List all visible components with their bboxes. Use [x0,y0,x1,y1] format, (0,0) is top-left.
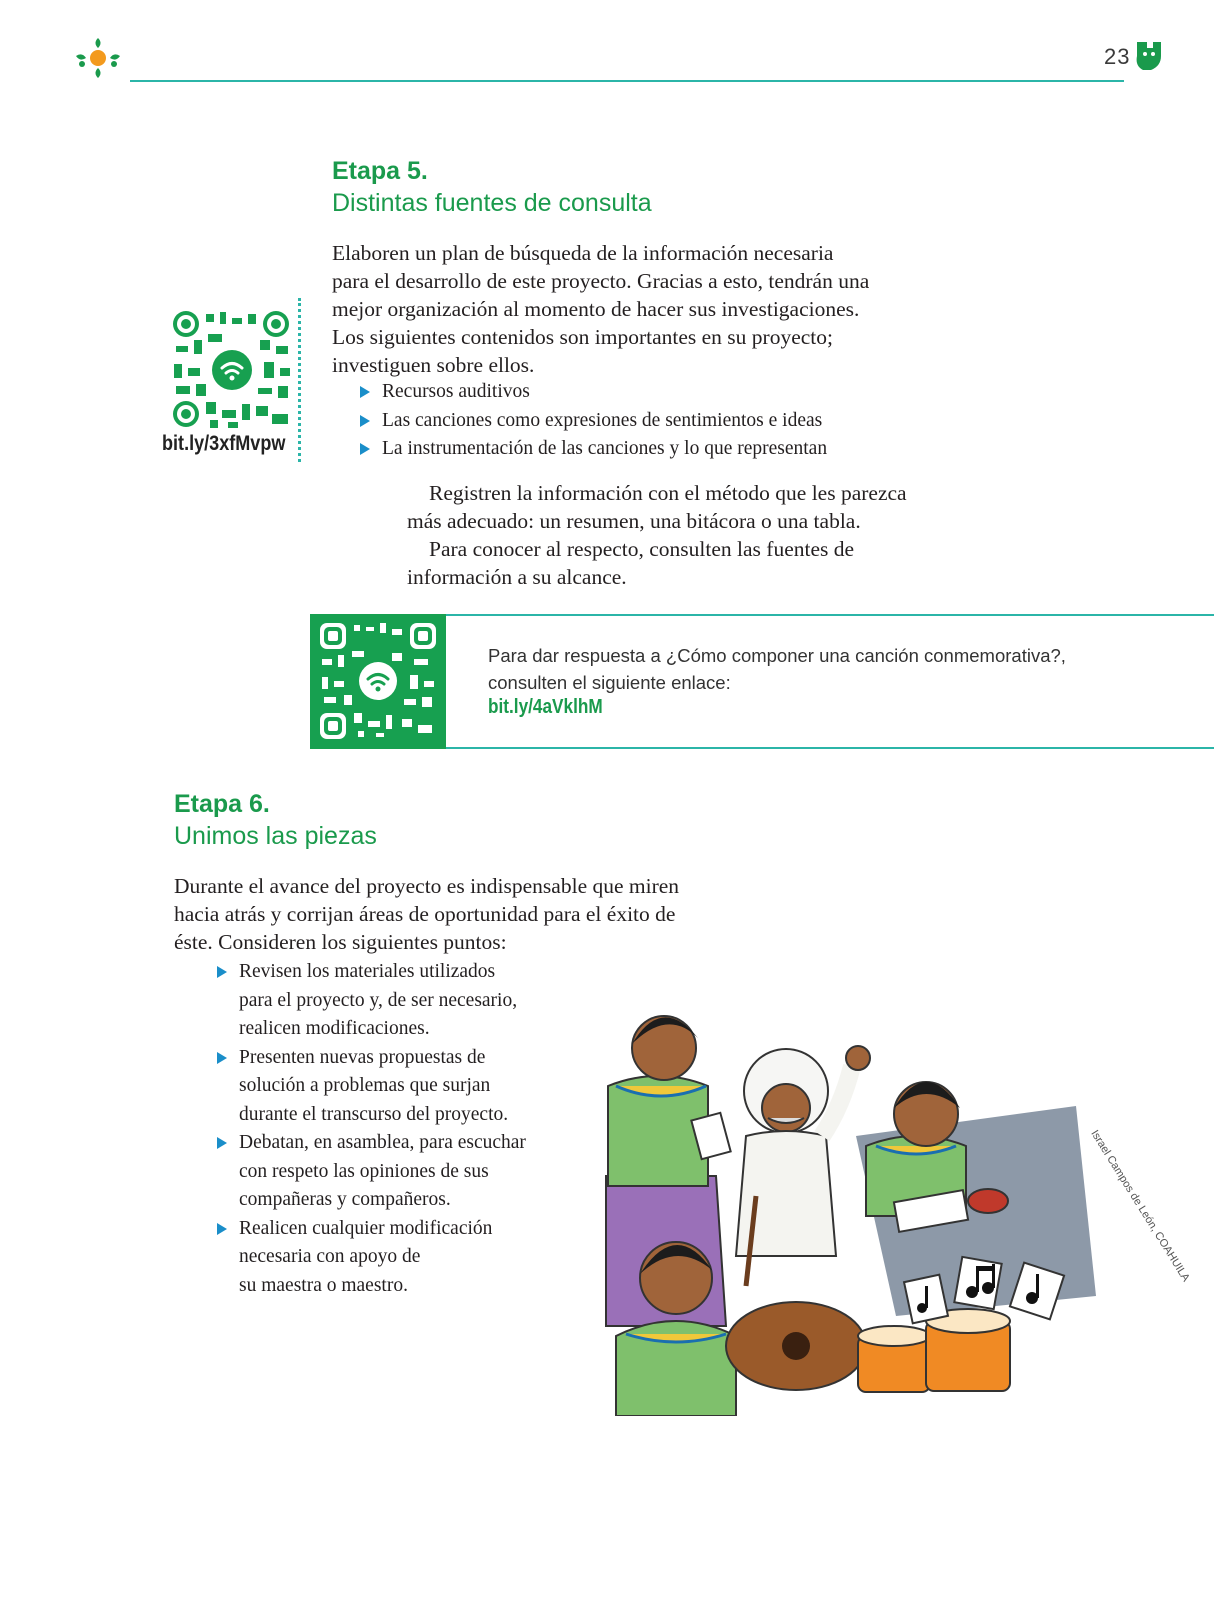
bullet-text: necesaria con apoyo de [239,1246,421,1267]
bullet-triangle-icon [217,1137,227,1149]
stage5-intro-line: mejor organización al momento de hacer sus investigaciones. [332,297,860,321]
bullet-text: Revisen los materiales utilizados [239,961,496,982]
bullet-text: Recursos auditivos [382,381,530,402]
bullet-text: con respeto las opiniones de sus [239,1160,489,1182]
stage5-intro-line: para el desarrollo de este proyecto. Gracias a esto, tendrán una [332,269,870,293]
qr-code-icon[interactable] [172,310,292,430]
stage5-intro-line: Elaboren un plan de búsqueda de la información necesaria [332,241,834,265]
link-box-url[interactable]: bit.ly/4aVklhM [488,696,603,718]
list-item [358,435,827,464]
bullet-text: durante el transcurso del proyecto. [239,1103,509,1125]
header-rule [130,80,1124,82]
bullet-triangle-icon [217,1223,227,1235]
list-item [215,1044,526,1130]
qr-divider [298,298,301,462]
qr-code-icon[interactable] [318,621,438,741]
qr-panel [310,614,446,749]
link-box-line: Para dar respuesta a ¿Cómo componer una canción conmemorativa?, [488,645,1066,666]
bullet-text: Debatan, en asamblea, para escuchar [239,1132,526,1153]
bullet-text: Las canciones como expresiones de sentimientos e ideas [382,409,823,431]
stage6-bullet-list [215,958,526,1300]
bullet-triangle-icon [217,966,227,978]
bullet-text: su maestra o maestro. [239,1274,408,1296]
bullet-text: La instrumentación de las canciones y lo que representan [382,438,828,459]
link-box [310,614,1214,748]
bullet-triangle-icon [217,1052,227,1064]
stage5-intro-line: investiguen sobre ellos. [332,353,535,377]
bullet-text: para el proyecto y, de ser necesario, [239,989,518,1011]
flower-logo-icon [72,34,124,84]
list-item [358,407,827,436]
bullet-text: realicen modificaciones. [239,1018,430,1039]
stage5-record-text [407,479,907,591]
stage6-intro-line: hacia atrás y corrijan áreas de oportunidad para el éxito de [174,902,676,926]
link-box-text [488,642,1066,696]
record-line: Para conocer al respecto, consulten las fuentes de [429,537,855,561]
stage5-bullet-list [358,378,827,464]
bullet-text: Presenten nuevas propuestas de [239,1046,486,1068]
stage6-number: Etapa 6. [174,790,270,818]
bullet-triangle-icon [360,443,370,455]
stage5-intro-line: Los siguientes contenidos son importantes en su proyecto; [332,325,833,349]
list-item [215,1129,526,1215]
record-line: información a su alcance. [407,565,627,589]
stage6-intro-line: Durante el avance del proyecto es indispensable que miren [174,874,680,898]
stage5-number: Etapa 5. [332,157,428,185]
link-box-line: consulten el siguiente enlace: [488,672,731,693]
illustration-credit: Israel Campos de León, COAHUILA [1088,1128,1192,1284]
musicians-illustration [596,996,1116,1416]
list-item [215,1215,526,1301]
page-number: 23 [1104,44,1131,69]
stage6-intro [174,872,679,956]
bullet-triangle-icon [360,386,370,398]
stage6-title: Unimos las piezas [174,822,377,850]
glyph-corner-icon [1133,38,1165,74]
record-line: Registren la información con el método que les parezca [429,481,907,505]
list-item [215,958,526,1044]
bullet-text: Realicen cualquier modificación [239,1217,493,1239]
qr-link-label[interactable]: bit.ly/3xfMvpw [162,432,286,455]
list-item [358,378,827,407]
stage6-intro-line: éste. Consideren los siguientes puntos: [174,930,507,954]
stage5-title: Distintas fuentes de consulta [332,189,652,217]
bullet-triangle-icon [360,415,370,427]
record-line: más adecuado: un resumen, una bitácora o una tabla. [407,509,861,533]
stage5-intro [332,239,869,379]
bullet-text: compañeras y compañeros. [239,1189,451,1210]
bullet-text: solución a problemas que surjan [239,1075,491,1096]
